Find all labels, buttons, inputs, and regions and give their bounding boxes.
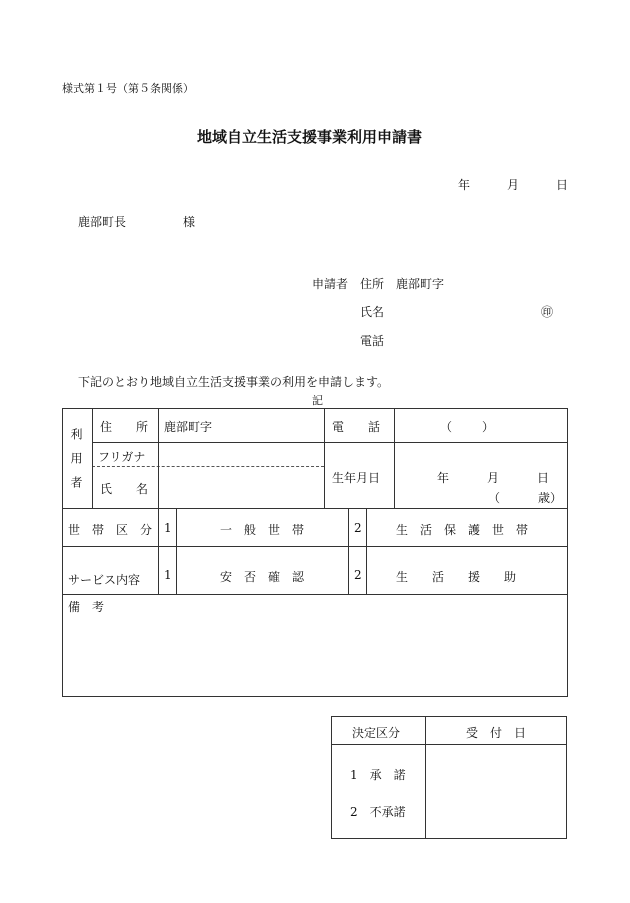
table-rule	[394, 408, 395, 508]
decision-header: 決定区分	[352, 726, 401, 740]
service-label: サービス内容	[68, 573, 141, 587]
reception-date-header: 受 付 日	[466, 726, 527, 740]
furigana-label: フリガナ	[98, 450, 146, 464]
phone-label: 電 話	[332, 420, 381, 434]
phone-paren-close: ）	[482, 420, 495, 434]
birth-year-label: 年	[437, 471, 450, 485]
applicant-name-label: 氏名	[360, 305, 385, 319]
decision-reject: 2 不承諾	[350, 805, 406, 819]
table-rule	[92, 442, 568, 443]
service-opt1: 安 否 確 認	[220, 570, 305, 584]
service-opt2-num: 2	[354, 568, 362, 582]
furigana-divider	[92, 466, 324, 467]
table-rule	[62, 546, 568, 547]
table-rule	[176, 508, 177, 595]
applicant-label: 申請者	[312, 277, 349, 291]
table-rule	[324, 408, 325, 508]
table-rule	[348, 508, 349, 595]
table-rule	[331, 744, 567, 745]
table-rule	[366, 508, 367, 595]
service-opt2: 生 活 援 助	[396, 570, 517, 584]
table-rule	[425, 716, 426, 839]
date-day-label: 日	[556, 178, 569, 192]
table-rule	[62, 594, 568, 595]
page-title: 地域自立生活支援事業利用申請書	[197, 128, 423, 146]
household-opt1-num: 1	[164, 521, 172, 535]
household-opt1: 一 般 世 帯	[220, 523, 305, 537]
age-open: （	[488, 491, 501, 505]
table-rule	[92, 408, 93, 508]
address-value: 鹿部町字	[164, 420, 213, 434]
birth-day-label: 日	[537, 471, 550, 485]
name-label: 氏 名	[100, 482, 149, 496]
seal-mark: ㊞	[541, 305, 554, 319]
addressee-name: 鹿部町長	[78, 215, 127, 229]
addressee-honorific: 様	[183, 215, 196, 229]
decision-approve: 1 承 諾	[350, 768, 406, 782]
user-label: 利用者	[69, 428, 83, 500]
applicant-address-label: 住所	[360, 277, 385, 291]
phone-paren-open: （	[440, 420, 453, 434]
birth-month-label: 月	[487, 471, 500, 485]
address-label: 住 所	[100, 420, 149, 434]
table-rule	[62, 508, 568, 509]
household-label: 世 帯 区 分	[68, 523, 153, 537]
ki-label: 記	[312, 394, 323, 407]
intro-text: 下記のとおり地域自立生活支援事業の利用を申請します。	[78, 375, 390, 389]
applicant-address-value: 鹿部町字	[396, 277, 445, 291]
form-number: 様式第１号（第５条関係）	[62, 82, 194, 95]
service-opt1-num: 1	[164, 568, 172, 582]
date-month-label: 月	[507, 178, 520, 192]
remarks-label: 備 考	[68, 600, 105, 614]
table-rule	[158, 408, 159, 595]
household-opt2: 生 活 保 護 世 帯	[396, 523, 529, 537]
age-close: 歳）	[538, 491, 563, 505]
birth-label: 生年月日	[332, 471, 381, 485]
date-year-label: 年	[458, 178, 471, 192]
applicant-phone-label: 電話	[360, 334, 385, 348]
household-opt2-num: 2	[354, 521, 362, 535]
